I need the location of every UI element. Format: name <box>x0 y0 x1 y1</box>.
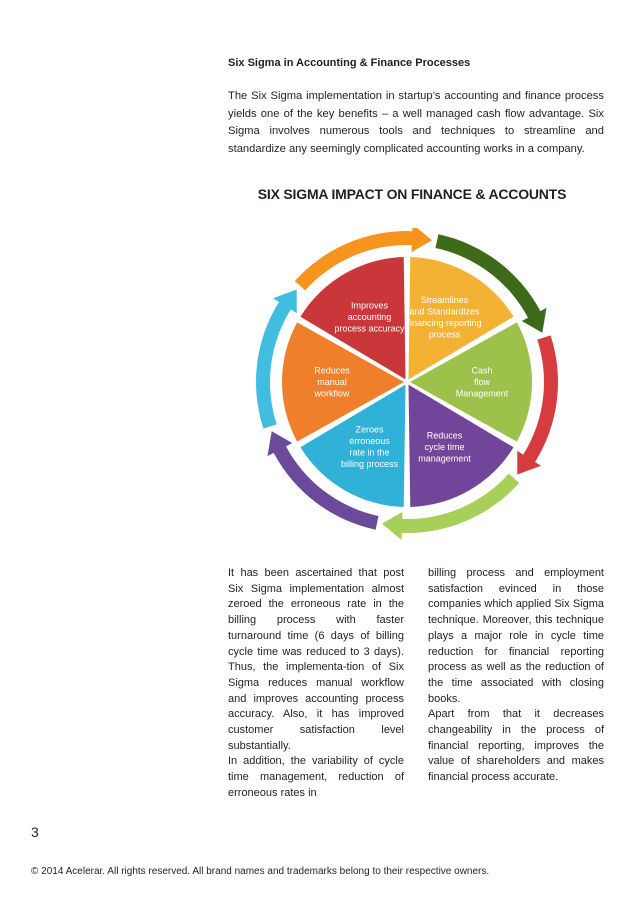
page-number: 3 <box>31 824 39 840</box>
right-paragraph-2: Apart from that it decreases changeability in the process of financial reporting, improves the value of shareholders and makes financial process accurate. <box>428 708 604 784</box>
wheel-segment-label: Improves accounting process accuracy <box>334 300 405 334</box>
text-column-right <box>428 566 604 786</box>
wheel-segment-label: Reduces cycle time management <box>418 430 471 464</box>
intro-paragraph: The Six Sigma implementation in startup’s accounting and finance process yields one of the key benefits – a well managed cash flow advantage. Six Sigma involves numerous tools and techniques to streamline and standardize any seemingly complicated accounting works in a company. <box>228 90 604 155</box>
footer-copyright: © 2014 Acelerar. All rights reserved. All brand names and trademarks belong to their respective owners. <box>31 866 490 877</box>
left-paragraph-1: It has been ascertained that post Six Sigma implementation almost zeroed the erroneous rate in the billing process with faster turnaround time (6 days of billing cycle time was reduced to 3 days). Thus, the implementa-tion of Six Sigma reduces manual workflow and improves accounting process accuracy. Also, it has improved customer satisfaction level substantially. <box>228 567 404 752</box>
six-sigma-wheel <box>255 228 560 548</box>
diagram-title: SIX SIGMA IMPACT ON FINANCE & ACCOUNTS <box>257 186 567 202</box>
section-heading: Six Sigma in Accounting & Finance Processes <box>228 57 471 69</box>
left-paragraph-2: In addition, the variability of cycle time management, reduction of erroneous rates in <box>228 755 404 799</box>
wheel-segment-label: Zeroes erroneous rate in the billing process <box>340 424 399 470</box>
wheel-segment-label: Reduces manual workflow <box>314 365 350 399</box>
wheel-segment-label: Cash flow Management <box>455 365 509 399</box>
wheel-segment-label: Streamlines and Standardizes financing reporting process <box>407 294 482 340</box>
right-paragraph-1: billing process and employment satisfaction evinced in those companies which applied Six Sigma technique. Moreover, this technique plays a major role in cycle time reduction for financial reporting process as well as the reduction of the time associated with closing books. <box>428 567 604 705</box>
text-column-left <box>228 566 404 802</box>
